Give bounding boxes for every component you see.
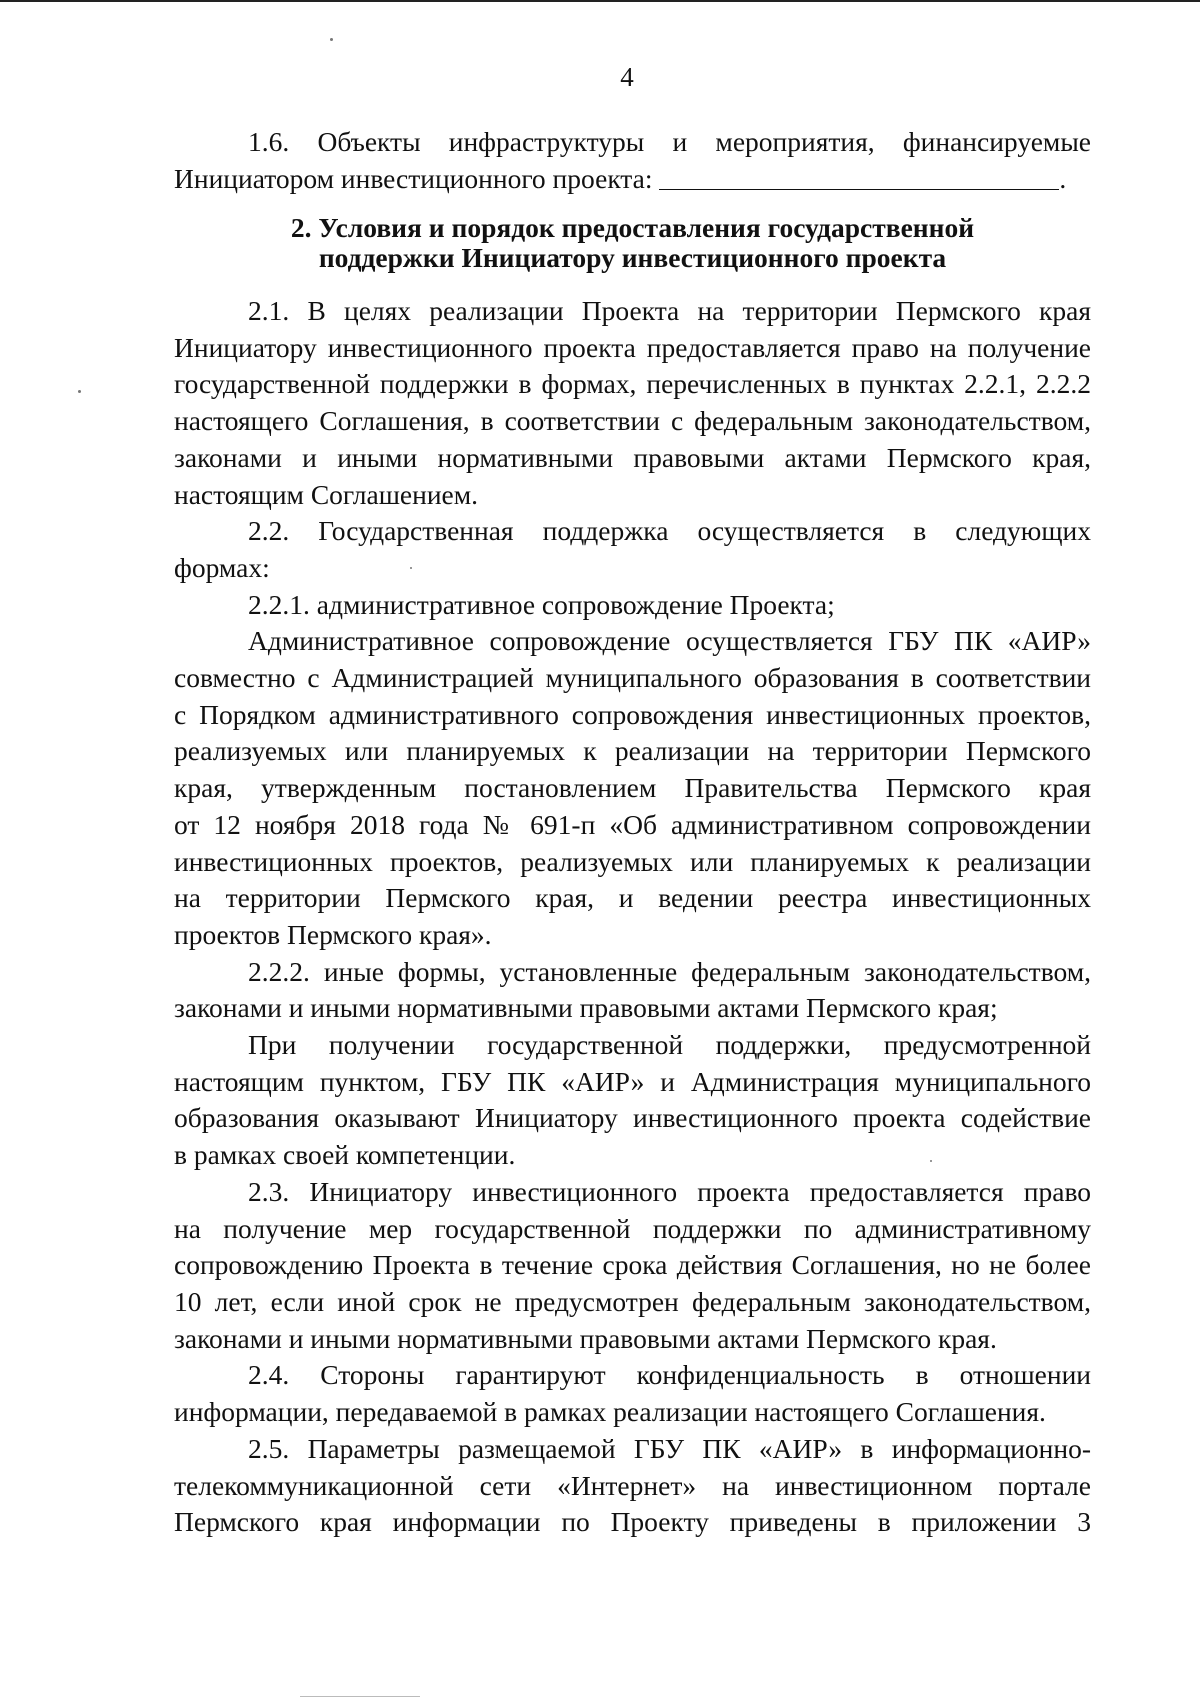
text-line: 2.2. Государственная поддержка осуществляется в следующих	[248, 515, 1091, 547]
section-1-6-line-1: 1.6. Объекты инфраструктуры и мероприятия, финансируемые	[248, 126, 1091, 157]
text-line: реализуемых или планируемых к реализации на территории Пермского	[174, 735, 1091, 767]
section-1-6-period: .	[1059, 162, 1067, 194]
page-number: 4	[620, 62, 634, 92]
paragraph-2-5	[174, 1431, 1091, 1541]
text-line: При получении государственной поддержки, предусмотренной	[248, 1029, 1091, 1061]
text-line: Инициатору инвестиционного проекта предоставляется право на получение	[174, 331, 1091, 363]
text-line: на территории Пермского края, и ведении реестра инвестиционных	[174, 882, 1091, 914]
paragraph-2-4	[174, 1357, 1091, 1430]
text-line: 2.1. В целях реализации Проекта на территории Пермского края	[248, 295, 1091, 326]
text-line: законами и иными нормативными правовыми актами Пермского края,	[174, 441, 1091, 473]
text-line: инвестиционных проектов, реализуемых или планируемых к реализации	[174, 845, 1091, 877]
text-line: 2.2.2. иные формы, установленные федеральным законодательством,	[248, 955, 1091, 987]
scan-speck	[330, 38, 333, 41]
scan-speck	[410, 567, 412, 569]
text-line: телекоммуникационной сети «Интернет» на инвестиционном портале	[174, 1469, 1091, 1501]
text-line: законами и иными нормативными правовыми актами Пермского края.	[174, 1322, 997, 1354]
text-line: 2.4. Стороны гарантируют конфиденциальность в отношении	[248, 1359, 1091, 1391]
paragraph-2-2-1	[174, 587, 1091, 624]
fill-in-blank-line	[659, 165, 1059, 190]
scan-top-edge	[0, 0, 1200, 2]
paragraph-2-1	[174, 293, 1091, 513]
text-line: сопровождению Проекта в течение срока действия Соглашения, но не более	[174, 1249, 1091, 1281]
text-line: государственной поддержки в формах, перечисленных в пунктах 2.2.1, 2.2.2	[174, 368, 1091, 400]
text-line: на получение мер государственной поддержки по административному	[174, 1212, 1091, 1244]
text-line: совместно с Администрацией муниципального образования в соответствии	[174, 662, 1091, 694]
text-line: Пермского края информации по Проекту приведены в приложении 3	[174, 1506, 1091, 1538]
text-line: от 12 ноября 2018 года № 691-п «Об административном сопровождении	[174, 808, 1091, 840]
text-line: 2.3. Инициатору инвестиционного проекта предоставляется право	[248, 1175, 1091, 1207]
paragraph-2-3	[174, 1174, 1091, 1358]
section-2-body	[174, 293, 1091, 1541]
paragraph-support-assistance	[174, 1027, 1091, 1174]
text-line: 2.5. Параметры размещаемой ГБУ ПК «АИР» в информационно-	[248, 1432, 1091, 1464]
paragraph-2-2	[174, 513, 1091, 586]
text-line: образования оказывают Инициатору инвестиционного проекта содействие	[174, 1102, 1091, 1134]
scan-speck	[78, 390, 81, 393]
text-line: края, утвержденным постановлением Правительства Пермского края	[174, 772, 1091, 804]
section-1-6-line-2	[174, 161, 1091, 198]
scan-speck	[300, 1696, 420, 1697]
section-2-heading-line-1: 2. Условия и порядок предоставления государственной	[290, 212, 975, 243]
paragraph-2-2-2	[174, 954, 1091, 1027]
text-line: проектов Пермского края».	[174, 918, 492, 950]
text-line: настоящим пунктом, ГБУ ПК «АИР» и Администрация муниципального	[174, 1065, 1091, 1097]
text-line: законами и иными нормативными правовыми актами Пермского края;	[174, 992, 998, 1024]
section-2-heading-line-2: поддержки Инициатору инвестиционного проекта	[318, 242, 947, 273]
text-line: Административное сопровождение осуществляется ГБУ ПК «АИР»	[248, 625, 1091, 657]
text-line: формах:	[174, 551, 270, 583]
paragraph-administrative-support	[174, 623, 1091, 953]
text-line: с Порядком административного сопровождения инвестиционных проектов,	[174, 698, 1091, 730]
text-line: информации, передаваемой в рамках реализации настоящего Соглашения.	[174, 1396, 1046, 1428]
text-line: 2.2.1. административное сопровождение Проекта;	[248, 588, 835, 620]
scan-speck	[930, 1160, 932, 1162]
text-line: настоящего Соглашения, в соответствии с федеральным законодательством,	[174, 405, 1091, 437]
section-2-heading	[174, 213, 1091, 273]
text-line: настоящим Соглашением.	[174, 478, 479, 510]
section-1-6-label: Инициатором инвестиционного проекта:	[174, 162, 653, 194]
section-1-6	[174, 124, 1091, 197]
text-line: 10 лет, если иной срок не предусмотрен федеральным законодательством,	[174, 1285, 1091, 1317]
text-line: в рамках своей компетенции.	[174, 1139, 516, 1171]
